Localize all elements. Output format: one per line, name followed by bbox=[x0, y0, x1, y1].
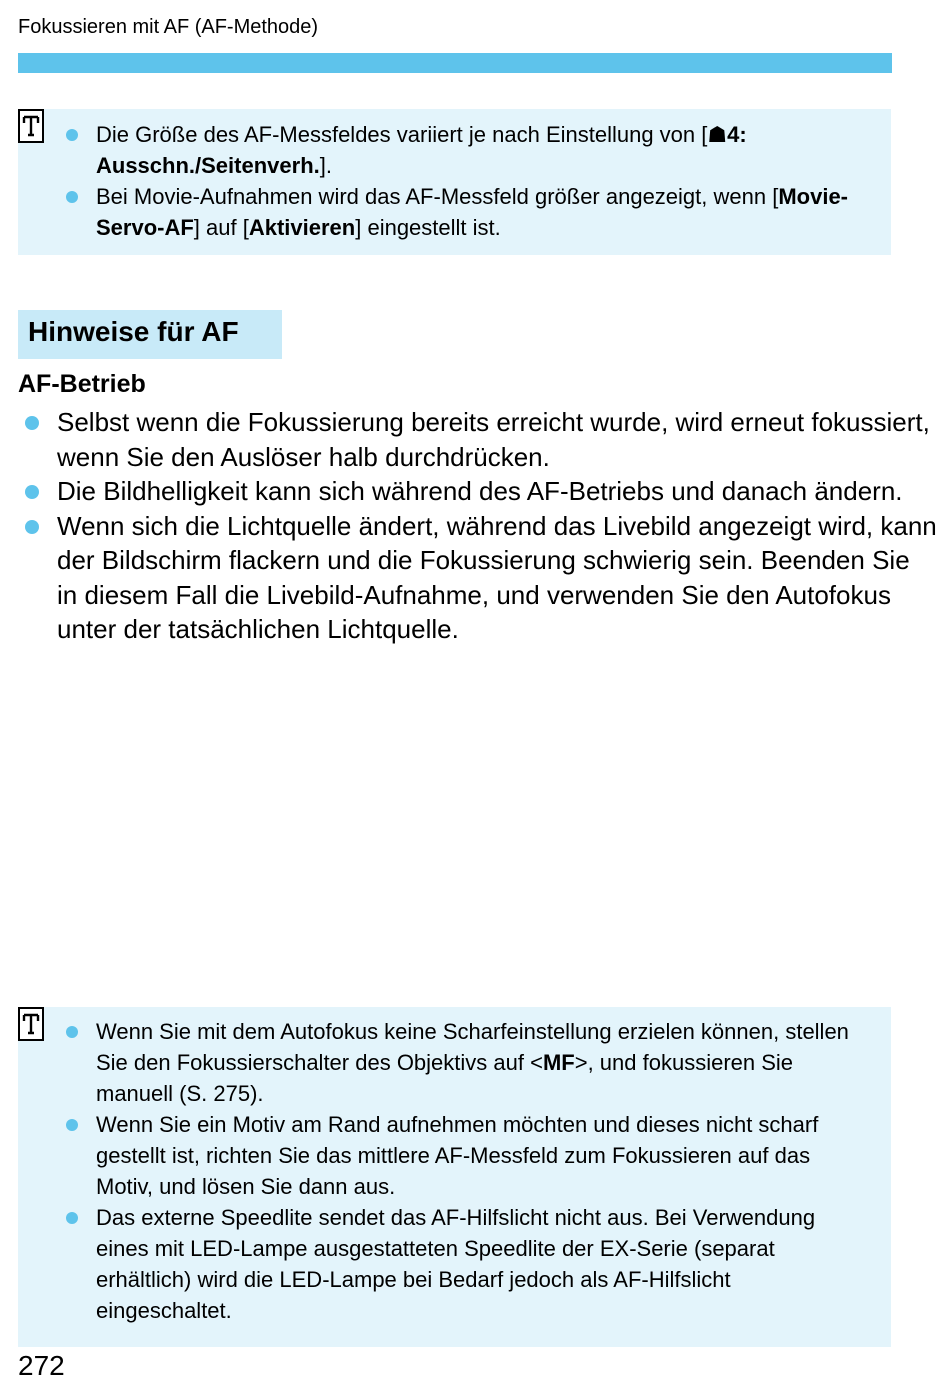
note-item: Wenn Sie mit dem Autofokus keine Scharfeinstellung erzielen können, stellen Sie den Fokussierschalter des Objektivs auf <MF>, und fokussieren Sie manuell (S. 275). bbox=[96, 1016, 871, 1109]
section-heading: Hinweise für AF bbox=[18, 310, 282, 359]
running-head: Fokussieren mit AF (AF-Methode) bbox=[18, 16, 319, 38]
bullet-item: Die Bildhelligkeit kann sich während des AF-Betriebs und danach ändern. bbox=[57, 474, 937, 509]
main-bullet-list bbox=[18, 405, 937, 647]
note-item: Das externe Speedlite sendet das AF-Hilfslicht nicht aus. Bei Verwendung eines mit LED-Lampe ausgestatteten Speedlite der EX-Serie (separat erhältlich) wird die LED-Lampe bei Bedarf jedoch als AF-Hilfslicht eingeschaltet. bbox=[96, 1202, 871, 1326]
note-icon bbox=[18, 109, 44, 143]
note-box-2 bbox=[18, 1007, 891, 1347]
bullet-item: Wenn sich die Lichtquelle ändert, während das Livebild angezeigt wird, kann der Bildschirm flackern und die Fokussierung schwierig sein. Beenden Sie in diesem Fall die Livebild-Aufnahme, und verwenden Sie den Autofokus unter der tatsächlichen Lichtquelle. bbox=[57, 509, 937, 647]
note-list-2 bbox=[18, 1016, 891, 1326]
bullet-item: Selbst wenn die Fokussierung bereits erreicht wurde, wird erneut fokussiert, wenn Sie den Auslöser halb durchdrücken. bbox=[57, 405, 937, 474]
note-box-1 bbox=[18, 109, 891, 255]
header-rule-bar bbox=[18, 53, 892, 73]
note-item: Die Größe des AF-Messfeldes variiert je nach Einstellung von [☗4: Ausschn./Seitenverh.]. bbox=[96, 119, 871, 181]
note-item: Bei Movie-Aufnahmen wird das AF-Messfeld größer angezeigt, wenn [Movie-Servo-AF] auf [Aktivieren] eingestellt ist. bbox=[96, 181, 871, 243]
page-number: 272 bbox=[18, 1350, 65, 1381]
camera-icon: ☗ bbox=[707, 122, 728, 147]
note-icon bbox=[18, 1007, 44, 1041]
note-list-1 bbox=[18, 119, 891, 243]
subsection-heading: AF-Betrieb bbox=[18, 370, 146, 398]
note-item: Wenn Sie ein Motiv am Rand aufnehmen möchten und dieses nicht scharf gestellt ist, richten Sie das mittlere AF-Messfeld zum Fokussieren auf das Motiv, und lösen Sie dann aus. bbox=[96, 1109, 871, 1202]
